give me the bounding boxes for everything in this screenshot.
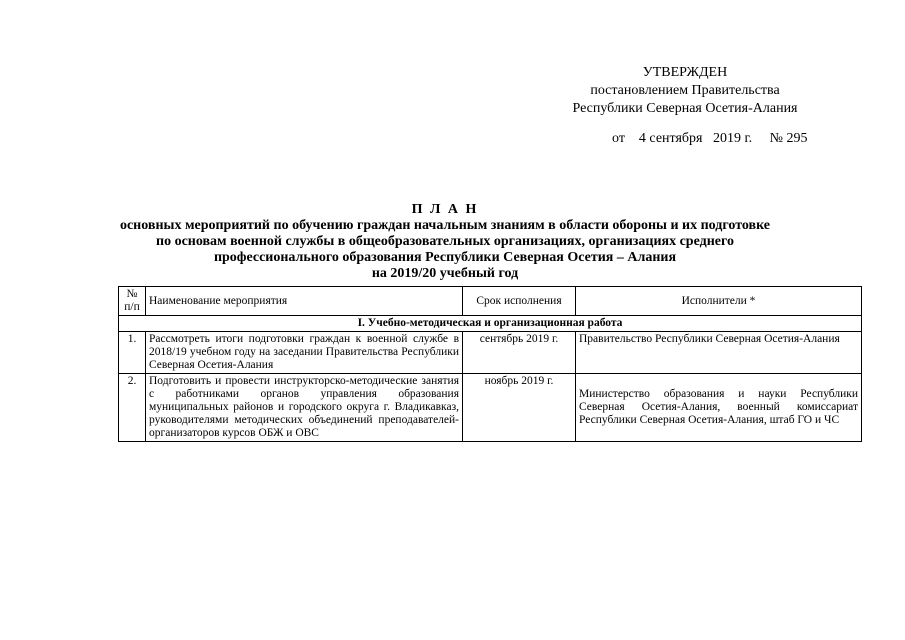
approval-line-2: Республики Северная Осетия-Алания xyxy=(572,101,798,116)
approval-block xyxy=(560,64,810,118)
plan-title: П Л А Н xyxy=(411,202,479,217)
plan-subtitle-line-4: на 2019/20 учебный год xyxy=(371,266,519,281)
section-title: I. Учебно-методическая и организационная работа xyxy=(119,316,862,332)
header-num: № п/п xyxy=(119,287,146,316)
row-term: сентябрь 2019 г. xyxy=(463,332,576,374)
table-row xyxy=(119,374,862,442)
plan-subtitle-line-3: профессионального образования Республики Северная Осетия – Алания xyxy=(213,250,677,265)
section-row xyxy=(119,316,862,332)
plan-heading xyxy=(100,202,790,282)
row-exec: Правительство Республики Северная Осетия-Алания xyxy=(576,332,862,374)
approval-title: УТВЕРЖДЕН xyxy=(642,65,728,80)
row-num: 2. xyxy=(119,374,146,442)
header-term: Срок исполнения xyxy=(463,287,576,316)
plan-table xyxy=(118,286,862,442)
decree-date-number: от 4 сентября 2019 г. № 295 xyxy=(612,131,808,146)
row-exec: Министерство образования и науки Республики Северная Осетия-Алания, военный комиссариат Республики Северная Осетия-Алания, штаб ГО и ЧС xyxy=(576,374,862,442)
table-row xyxy=(119,332,862,374)
row-num: 1. xyxy=(119,332,146,374)
plan-subtitle-line-2: по основам военной службы в общеобразовательных организациях, организациях среднего xyxy=(156,234,734,249)
header-exec: Исполнители * xyxy=(576,287,862,316)
row-name: Подготовить и провести инструкторско-методические занятия с работниками органов управления образования муниципальных районов и городского округа г. Владикавказ, руководителями методических объединений преподавателей-организаторов курсов ОБЖ и ОВС xyxy=(146,374,463,442)
header-name: Наименование мероприятия xyxy=(146,287,463,316)
plan-subtitle-line-1: основных мероприятий по обучению граждан начальным знаниям в области обороны и их подготовке xyxy=(119,218,771,233)
row-name: Рассмотреть итоги подготовки граждан к военной службе в 2018/19 учебном году на заседании Правительства Республики Северная Осетия-Алания xyxy=(146,332,463,374)
approval-line-1: постановлением Правительства xyxy=(590,83,780,98)
table-header-row xyxy=(119,287,862,316)
row-term: ноябрь 2019 г. xyxy=(463,374,576,442)
